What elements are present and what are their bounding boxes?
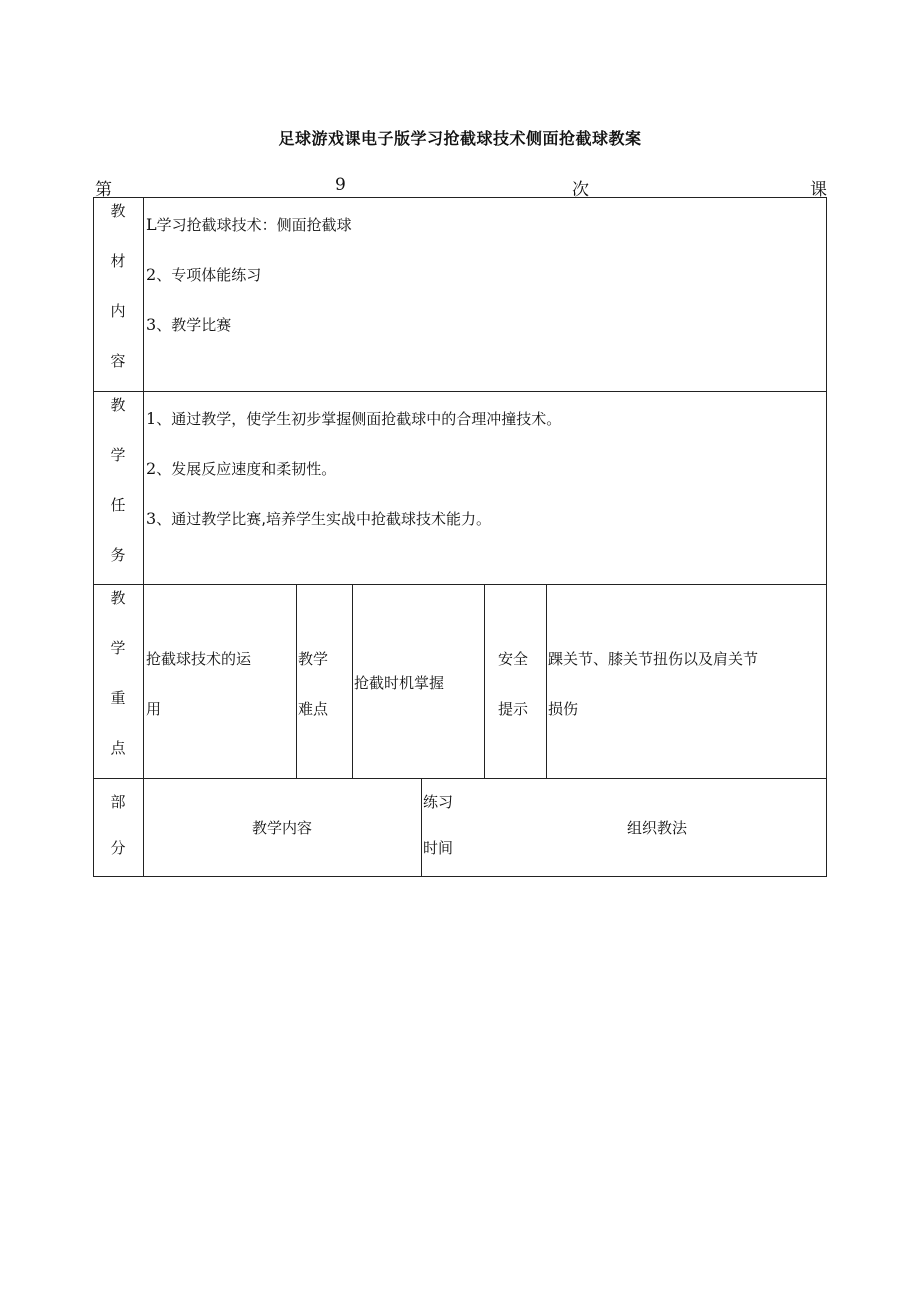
difficulty-label-line: 难点 — [298, 700, 329, 718]
focus-line: 用 — [146, 700, 162, 718]
item-number: 2 — [146, 459, 157, 478]
col-divider — [352, 584, 353, 778]
materials-item — [146, 314, 231, 335]
difficulty-value: 抢截时机掌握 — [354, 674, 445, 692]
col-divider — [296, 584, 297, 778]
safety-label-line: 安全 — [498, 650, 529, 668]
time-header — [423, 779, 453, 871]
item-text: 、发展反应速度和柔韧性。 — [156, 460, 337, 478]
document-title: 足球游戏课电子版学习抢截球技术侧面抢截球教案 — [278, 129, 642, 148]
materials-item — [146, 214, 352, 235]
label-char: 教 — [110, 396, 126, 414]
label-char: 点 — [110, 739, 126, 757]
safety-value — [548, 634, 758, 734]
item-text: 学习抢截球技术：侧面抢截球 — [156, 216, 352, 234]
tasks-item — [146, 408, 561, 429]
label-char: 务 — [110, 546, 126, 564]
materials-label — [94, 186, 142, 386]
parts-label — [94, 779, 142, 871]
safety-line: 损伤 — [548, 700, 579, 718]
label-char: 学 — [110, 639, 126, 657]
label-column-divider — [143, 197, 144, 877]
item-text: 、教学比赛 — [156, 316, 232, 334]
label-char: 重 — [110, 689, 126, 707]
materials-item — [146, 264, 261, 285]
col-divider — [546, 584, 547, 778]
content-header: 教学内容 — [251, 819, 312, 837]
item-number: 2 — [146, 265, 157, 284]
safety-label-line: 提示 — [498, 700, 529, 718]
tasks-item — [146, 458, 336, 479]
label-char: 教 — [110, 202, 126, 220]
item-text: 、通过教学比赛,培养学生实战中抢截球技术能力。 — [156, 510, 491, 528]
time-header-line: 练习 — [423, 793, 454, 811]
label-char: 学 — [110, 446, 126, 464]
row-divider — [93, 391, 827, 392]
safety-label — [498, 634, 528, 734]
lesson-middle: 次 — [572, 180, 589, 200]
label-char: 部 — [110, 793, 126, 811]
lesson-table — [93, 197, 827, 877]
label-char: 内 — [110, 302, 126, 320]
label-char: 分 — [110, 839, 126, 857]
label-char: 教 — [110, 589, 126, 607]
label-char: 任 — [110, 496, 126, 514]
focus-line: 抢截球技术的运 — [146, 650, 252, 668]
item-number: 3 — [146, 315, 157, 334]
col-divider — [484, 584, 485, 778]
lesson-suffix: 课 — [810, 180, 827, 200]
row-divider — [93, 584, 827, 585]
key-points-label — [94, 573, 142, 773]
tasks-item — [146, 508, 491, 529]
tasks-label — [94, 380, 142, 580]
item-text: 、通过教学，使学生初步掌握侧面抢截球中的合理冲撞技术。 — [156, 410, 562, 428]
focus-value — [146, 634, 251, 734]
label-char: 容 — [110, 352, 126, 370]
row-divider — [93, 778, 827, 779]
item-number: L — [146, 215, 157, 234]
difficulty-label — [298, 634, 328, 734]
time-header-line: 时间 — [423, 839, 454, 857]
col-divider — [421, 778, 422, 877]
lesson-number: 9 — [335, 175, 346, 195]
method-header: 组织教法 — [626, 819, 687, 837]
item-number: 1 — [146, 409, 157, 428]
item-text: 、专项体能练习 — [156, 266, 262, 284]
difficulty-label-line: 教学 — [298, 650, 329, 668]
item-number: 3 — [146, 509, 157, 528]
lesson-prefix: 第 — [95, 180, 112, 200]
safety-line: 踝关节、膝关节扭伤以及肩关节 — [548, 650, 759, 668]
label-char: 材 — [110, 252, 126, 270]
